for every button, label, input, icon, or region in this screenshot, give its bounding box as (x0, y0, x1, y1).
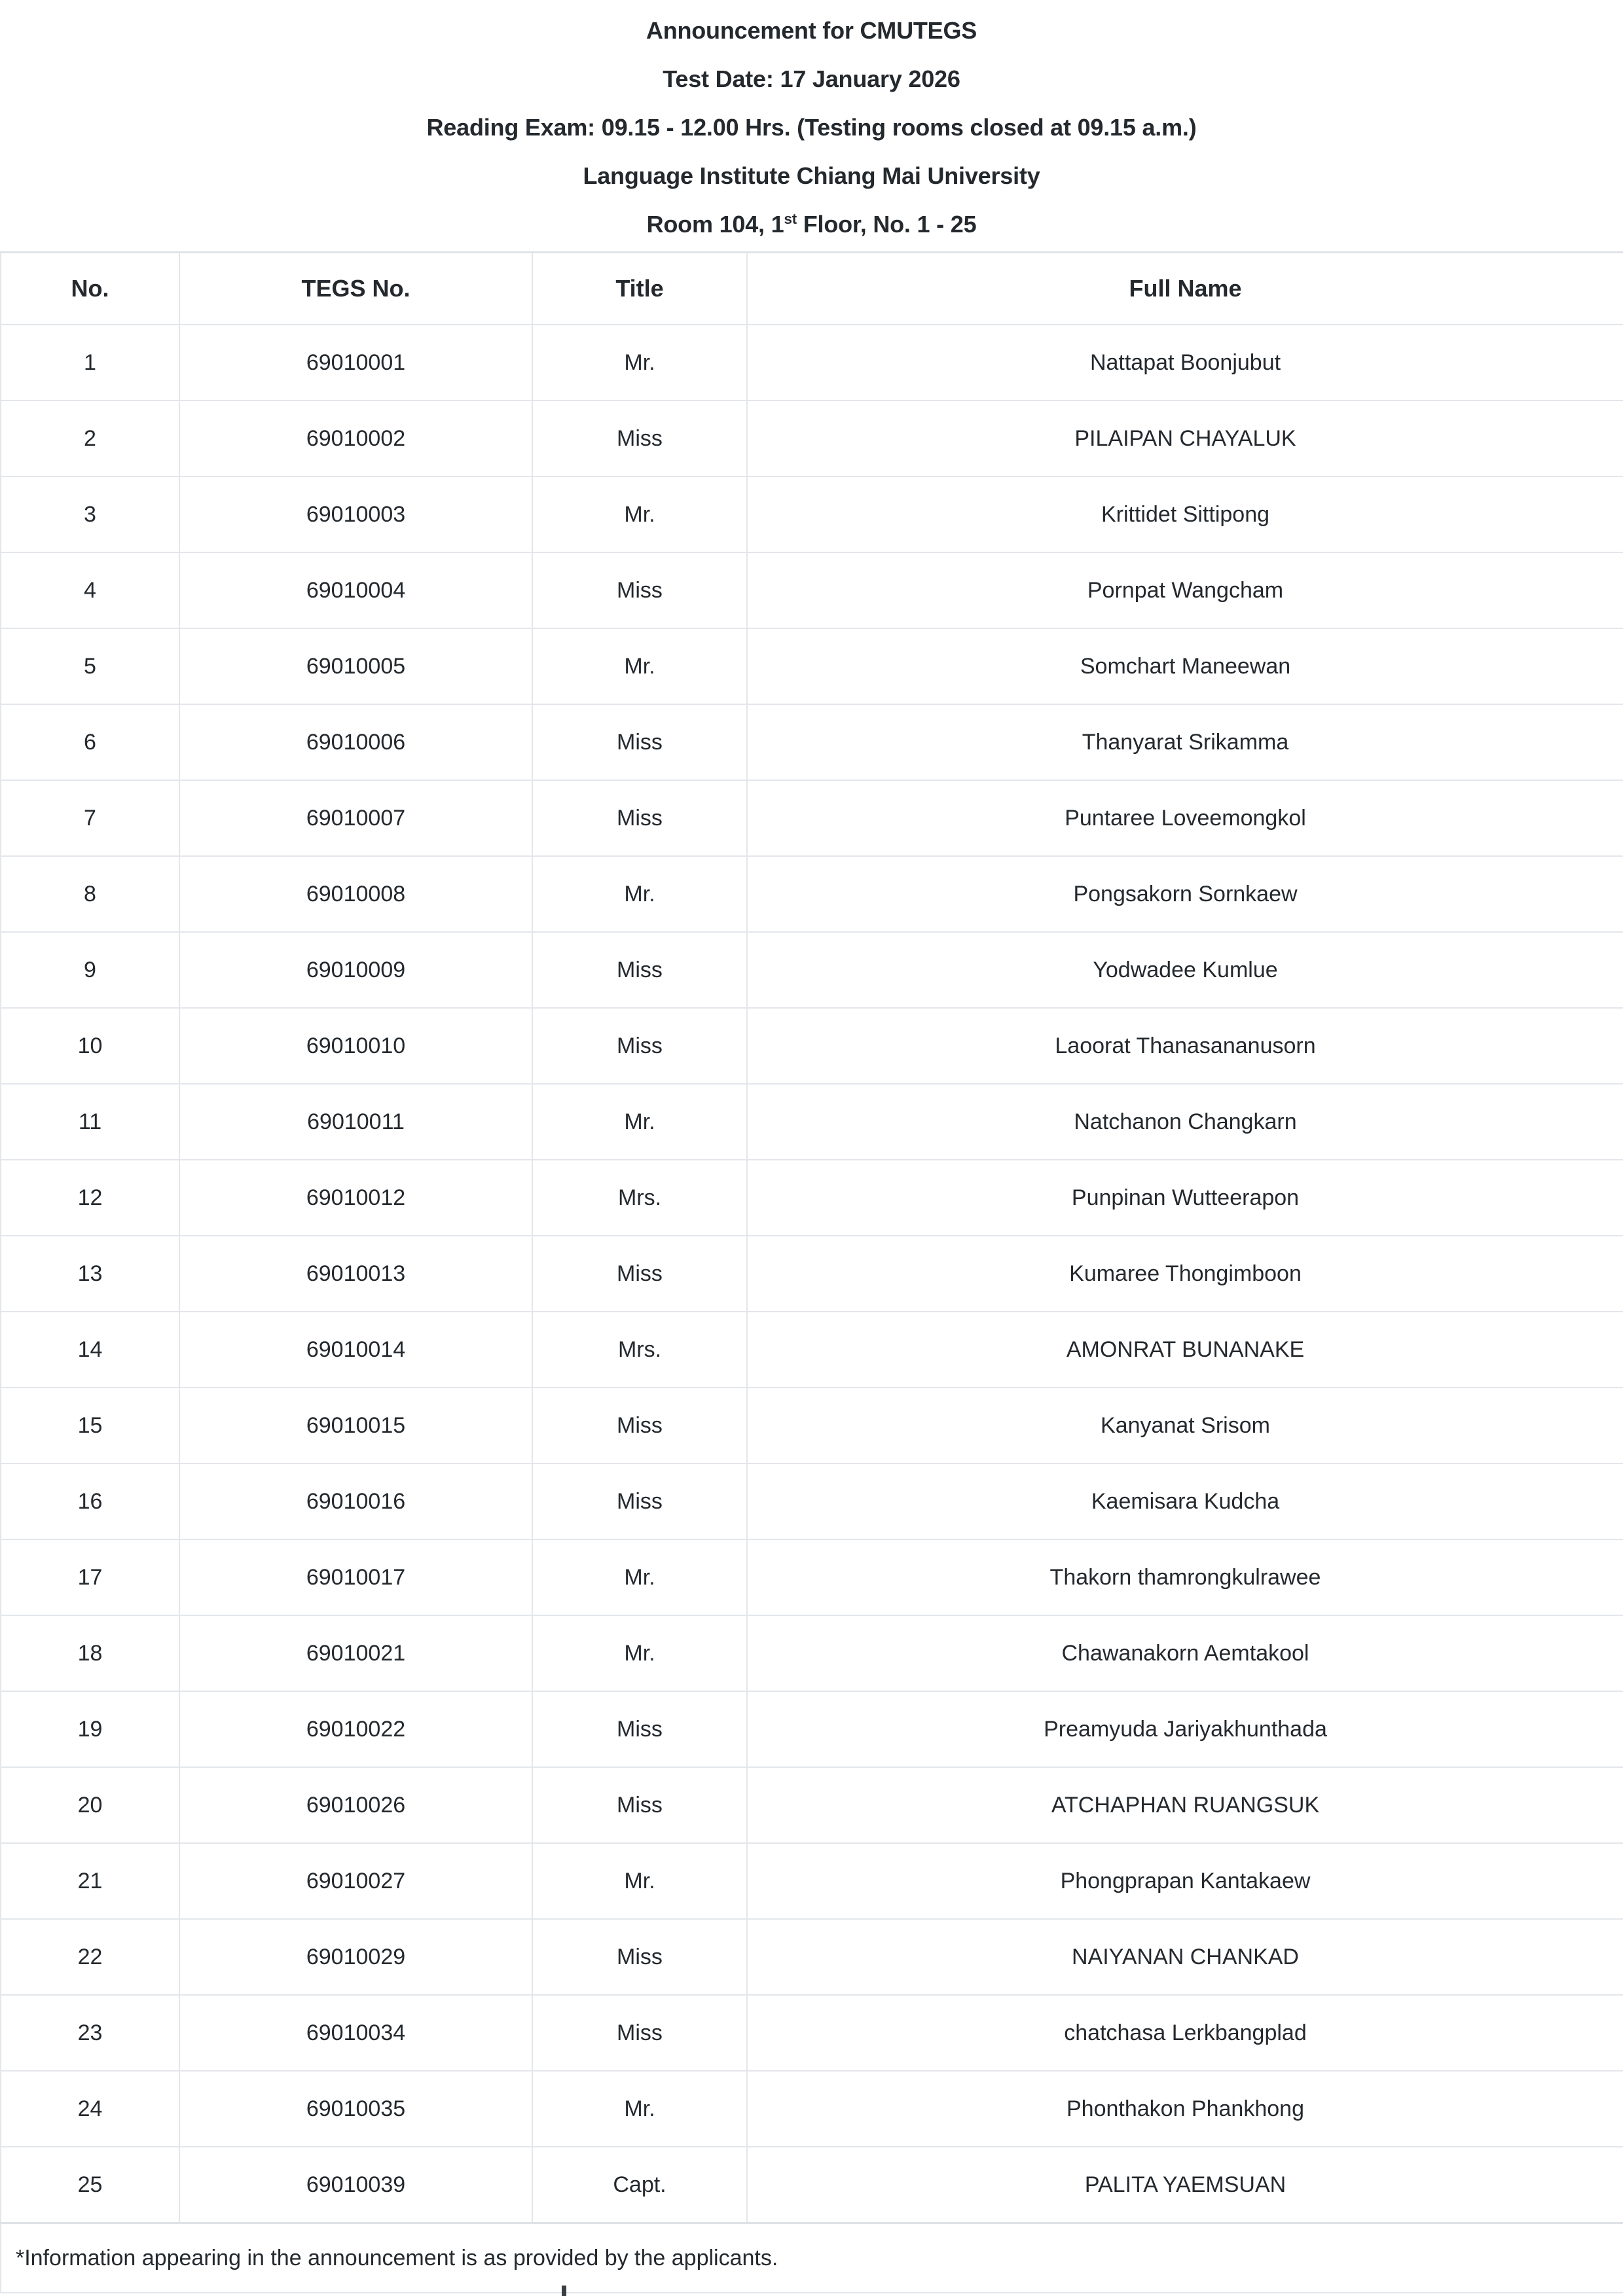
header-line-testdate: Test Date: 17 January 2026 (663, 65, 960, 92)
row-cell-tegs-no: 69010015 (179, 1388, 532, 1463)
row-cell-no: 6 (1, 704, 179, 780)
table-row (1, 1767, 1623, 1843)
header-line-institute: Language Institute Chiang Mai University (583, 162, 1040, 189)
row-cell-title: Miss (532, 1008, 747, 1084)
row-cell-no: 23 (1, 1995, 179, 2071)
row-cell-no: 13 (1, 1236, 179, 1312)
row-cell-no: 16 (1, 1463, 179, 1539)
row-cell-full-name: PILAIPAN CHAYALUK (747, 401, 1623, 476)
row-cell-tegs-no: 69010004 (179, 552, 532, 628)
row-cell-no: 15 (1, 1388, 179, 1463)
row-cell-no: 14 (1, 1312, 179, 1388)
table-body (1, 325, 1623, 2293)
row-cell-tegs-no: 69010039 (179, 2147, 532, 2223)
row-cell-tegs-no: 69010017 (179, 1539, 532, 1615)
row-cell-full-name: Thakorn thamrongkulrawee (747, 1539, 1623, 1615)
row-cell-title: Capt. (532, 2147, 747, 2223)
row-cell-title: Miss (532, 704, 747, 780)
candidate-roster-table (0, 251, 1623, 2293)
footnote-text: *Information appearing in the announcement is as provided by the applicants. (1, 2223, 1623, 2293)
column-header-full-name: Full Name (747, 253, 1623, 325)
row-cell-no: 18 (1, 1615, 179, 1691)
row-cell-no: 9 (1, 932, 179, 1008)
row-cell-title: Miss (532, 1691, 747, 1767)
row-cell-full-name: Thanyarat Srikamma (747, 704, 1623, 780)
row-cell-tegs-no: 69010035 (179, 2071, 532, 2147)
table-row (1, 1615, 1623, 1691)
row-cell-full-name: Kumaree Thongimboon (747, 1236, 1623, 1312)
row-cell-full-name: Laoorat Thanasananusorn (747, 1008, 1623, 1084)
row-cell-full-name: Punpinan Wutteerapon (747, 1160, 1623, 1236)
row-cell-title: Mr. (532, 1843, 747, 1919)
row-cell-full-name: ATCHAPHAN RUANGSUK (747, 1767, 1623, 1843)
row-cell-title: Miss (532, 1767, 747, 1843)
row-cell-no: 22 (1, 1919, 179, 1995)
table-row (1, 1539, 1623, 1615)
table-row (1, 1919, 1623, 1995)
row-cell-full-name: Preamyuda Jariyakhunthada (747, 1691, 1623, 1767)
row-cell-title: Mr. (532, 2071, 747, 2147)
row-cell-tegs-no: 69010026 (179, 1767, 532, 1843)
row-cell-full-name: Pongsakorn Sornkaew (747, 856, 1623, 932)
row-cell-tegs-no: 69010002 (179, 401, 532, 476)
row-cell-title: Miss (532, 1388, 747, 1463)
table-head (1, 253, 1623, 325)
table-row (1, 1388, 1623, 1463)
row-cell-title: Miss (532, 401, 747, 476)
table-row (1, 704, 1623, 780)
row-cell-title: Miss (532, 1919, 747, 1995)
room-line-before: Room 104, 1 (646, 211, 784, 238)
footnote-row (1, 2223, 1623, 2293)
row-cell-tegs-no: 69010027 (179, 1843, 532, 1919)
table-row (1, 2147, 1623, 2223)
table-row (1, 1084, 1623, 1160)
table-row (1, 1691, 1623, 1767)
row-cell-title: Mr. (532, 325, 747, 401)
header-line-examtime: Reading Exam: 09.15 - 12.00 Hrs. (Testing rooms closed at 09.15 a.m.) (426, 114, 1197, 141)
row-cell-full-name: Phonthakon Phankhong (747, 2071, 1623, 2147)
row-cell-title: Mr. (532, 1615, 747, 1691)
row-cell-no: 4 (1, 552, 179, 628)
row-cell-no: 24 (1, 2071, 179, 2147)
table-row (1, 1160, 1623, 1236)
header-line-title: Announcement for CMUTEGS (646, 17, 977, 44)
row-cell-tegs-no: 69010001 (179, 325, 532, 401)
row-cell-full-name: Pornpat Wangcham (747, 552, 1623, 628)
header-line-room (0, 200, 1623, 249)
row-cell-title: Miss (532, 1463, 747, 1539)
row-cell-tegs-no: 69010034 (179, 1995, 532, 2071)
row-cell-tegs-no: 69010014 (179, 1312, 532, 1388)
row-cell-full-name: Chawanakorn Aemtakool (747, 1615, 1623, 1691)
page-bottom-glyph (562, 2286, 566, 2296)
table-row (1, 1312, 1623, 1388)
row-cell-full-name: Puntaree Loveemongkol (747, 780, 1623, 856)
row-cell-no: 7 (1, 780, 179, 856)
row-cell-full-name: NAIYANAN CHANKAD (747, 1919, 1623, 1995)
row-cell-full-name: Natchanon Changkarn (747, 1084, 1623, 1160)
table-row (1, 1008, 1623, 1084)
row-cell-tegs-no: 69010009 (179, 932, 532, 1008)
row-cell-title: Miss (532, 552, 747, 628)
room-line-superscript: st (784, 211, 797, 227)
row-cell-title: Mrs. (532, 1160, 747, 1236)
column-header-title: Title (532, 253, 747, 325)
column-header-no: No. (1, 253, 179, 325)
row-cell-full-name: Kanyanat Srisom (747, 1388, 1623, 1463)
row-cell-title: Mr. (532, 1084, 747, 1160)
row-cell-no: 21 (1, 1843, 179, 1919)
row-cell-tegs-no: 69010006 (179, 704, 532, 780)
row-cell-tegs-no: 69010007 (179, 780, 532, 856)
table-row (1, 401, 1623, 476)
row-cell-title: Miss (532, 780, 747, 856)
row-cell-full-name: PALITA YAEMSUAN (747, 2147, 1623, 2223)
row-cell-title: Mr. (532, 476, 747, 552)
row-cell-full-name: Krittidet Sittipong (747, 476, 1623, 552)
row-cell-title: Mr. (532, 628, 747, 704)
column-header-tegs-no: TEGS No. (179, 253, 532, 325)
row-cell-tegs-no: 69010010 (179, 1008, 532, 1084)
row-cell-no: 12 (1, 1160, 179, 1236)
row-cell-full-name: Kaemisara Kudcha (747, 1463, 1623, 1539)
table-row (1, 856, 1623, 932)
row-cell-no: 3 (1, 476, 179, 552)
row-cell-title: Miss (532, 932, 747, 1008)
table-row (1, 628, 1623, 704)
row-cell-full-name: chatchasa Lerkbangplad (747, 1995, 1623, 2071)
row-cell-tegs-no: 69010016 (179, 1463, 532, 1539)
table-row (1, 325, 1623, 401)
row-cell-full-name: Somchart Maneewan (747, 628, 1623, 704)
table-row (1, 1843, 1623, 1919)
row-cell-title: Miss (532, 1995, 747, 2071)
row-cell-tegs-no: 69010008 (179, 856, 532, 932)
table-row (1, 552, 1623, 628)
table-row (1, 1236, 1623, 1312)
table-row (1, 780, 1623, 856)
row-cell-title: Miss (532, 1236, 747, 1312)
row-cell-full-name: AMONRAT BUNANAKE (747, 1312, 1623, 1388)
row-cell-tegs-no: 69010013 (179, 1236, 532, 1312)
row-cell-tegs-no: 69010012 (179, 1160, 532, 1236)
row-cell-no: 5 (1, 628, 179, 704)
row-cell-no: 17 (1, 1539, 179, 1615)
row-cell-no: 25 (1, 2147, 179, 2223)
row-cell-title: Mrs. (532, 1312, 747, 1388)
row-cell-tegs-no: 69010003 (179, 476, 532, 552)
table-row (1, 476, 1623, 552)
document-header (0, 0, 1623, 249)
row-cell-tegs-no: 69010029 (179, 1919, 532, 1995)
row-cell-no: 8 (1, 856, 179, 932)
row-cell-no: 1 (1, 325, 179, 401)
table-row (1, 2071, 1623, 2147)
table-header-row (1, 253, 1623, 325)
row-cell-tegs-no: 69010022 (179, 1691, 532, 1767)
row-cell-tegs-no: 69010011 (179, 1084, 532, 1160)
row-cell-no: 11 (1, 1084, 179, 1160)
row-cell-no: 19 (1, 1691, 179, 1767)
row-cell-full-name: Phongprapan Kantakaew (747, 1843, 1623, 1919)
table-row (1, 932, 1623, 1008)
row-cell-full-name: Nattapat Boonjubut (747, 325, 1623, 401)
row-cell-title: Mr. (532, 1539, 747, 1615)
room-line-after: Floor, No. 1 - 25 (796, 211, 977, 238)
table-row (1, 1463, 1623, 1539)
row-cell-no: 2 (1, 401, 179, 476)
row-cell-no: 20 (1, 1767, 179, 1843)
table-row (1, 1995, 1623, 2071)
row-cell-tegs-no: 69010021 (179, 1615, 532, 1691)
row-cell-title: Mr. (532, 856, 747, 932)
row-cell-full-name: Yodwadee Kumlue (747, 932, 1623, 1008)
row-cell-no: 10 (1, 1008, 179, 1084)
row-cell-tegs-no: 69010005 (179, 628, 532, 704)
